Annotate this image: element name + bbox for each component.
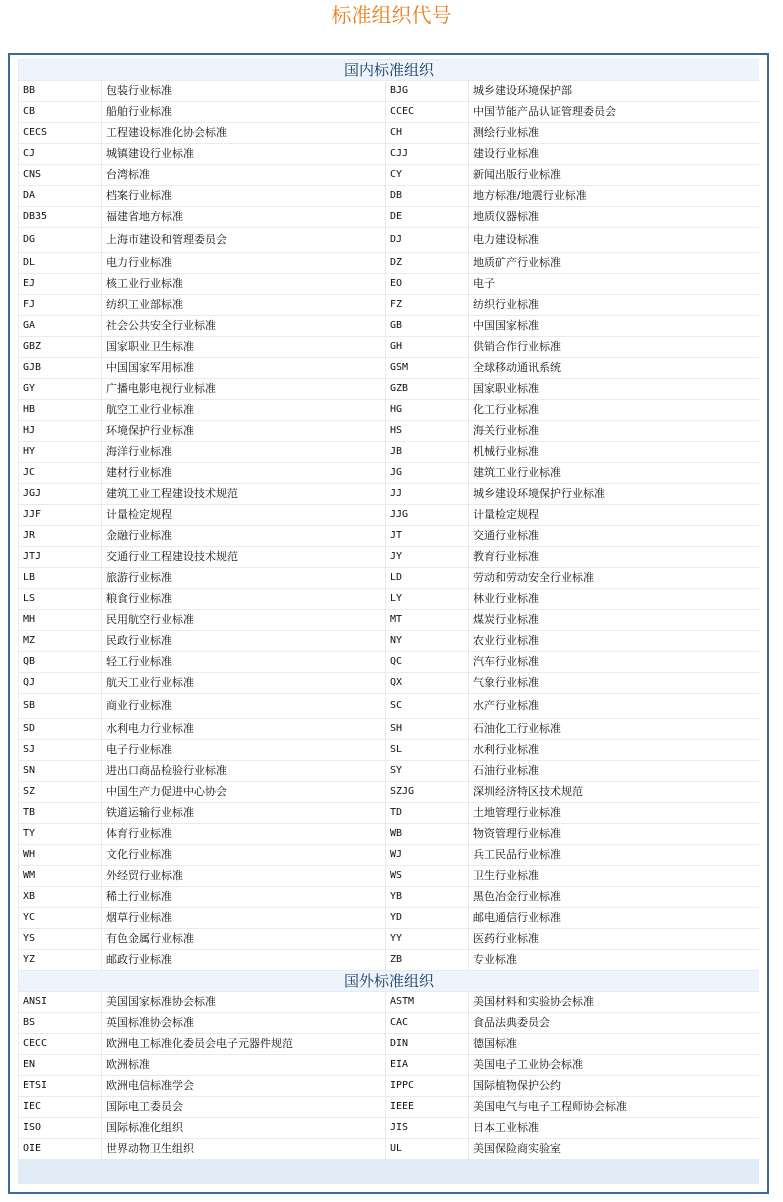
org-name-cell: 水利行业标准 bbox=[469, 740, 759, 760]
org-code-cell: JR bbox=[19, 526, 101, 546]
org-code-cell: GSM bbox=[386, 358, 468, 378]
org-name-cell: 美国保险商实验室 bbox=[469, 1139, 759, 1159]
table-row bbox=[19, 442, 759, 462]
org-name-cell: 福建省地方标准 bbox=[102, 207, 385, 227]
org-code-cell: GJB bbox=[19, 358, 101, 378]
org-code-cell: ISO bbox=[19, 1118, 101, 1138]
org-name-cell: 体育行业标准 bbox=[102, 824, 385, 844]
domestic-section-heading: 国内标准组织 bbox=[19, 60, 759, 80]
org-name-cell: 林业行业标准 bbox=[469, 589, 759, 609]
table-row bbox=[19, 929, 759, 949]
org-name-cell: 稀土行业标准 bbox=[102, 887, 385, 907]
org-name-cell: 交通行业标准 bbox=[469, 526, 759, 546]
org-name-cell: 船舶行业标准 bbox=[102, 102, 385, 122]
org-name-cell: 美国电气与电子工程师协会标准 bbox=[469, 1097, 759, 1117]
table-row bbox=[19, 1013, 759, 1033]
table-row bbox=[19, 803, 759, 823]
org-code-cell: YY bbox=[386, 929, 468, 949]
standards-table-container bbox=[18, 59, 759, 1184]
org-code-cell: HS bbox=[386, 421, 468, 441]
org-name-cell: 欧洲标准 bbox=[102, 1055, 385, 1075]
org-name-cell: 铁道运输行业标准 bbox=[102, 803, 385, 823]
table-row bbox=[19, 1118, 759, 1138]
org-name-cell: 中国国家标准 bbox=[469, 316, 759, 336]
org-code-cell: JJF bbox=[19, 505, 101, 525]
org-code-cell: TB bbox=[19, 803, 101, 823]
standards-frame bbox=[8, 53, 769, 1194]
org-code-cell: CCEC bbox=[386, 102, 468, 122]
table-row bbox=[19, 421, 759, 441]
org-code-cell: SY bbox=[386, 761, 468, 781]
table-row bbox=[19, 673, 759, 693]
org-code-cell: DIN bbox=[386, 1034, 468, 1054]
org-name-cell: 日本工业标准 bbox=[469, 1118, 759, 1138]
org-name-cell: 中国国家军用标准 bbox=[102, 358, 385, 378]
table-row bbox=[19, 740, 759, 760]
org-code-cell: EJ bbox=[19, 274, 101, 294]
org-code-cell: SD bbox=[19, 719, 101, 739]
org-name-cell: 兵工民品行业标准 bbox=[469, 845, 759, 865]
org-name-cell: 石油化工行业标准 bbox=[469, 719, 759, 739]
org-code-cell: NY bbox=[386, 631, 468, 651]
table-row bbox=[19, 358, 759, 378]
org-name-cell: 国家职业标准 bbox=[469, 379, 759, 399]
org-name-cell: 金融行业标准 bbox=[102, 526, 385, 546]
table-row bbox=[19, 719, 759, 739]
org-code-cell: CJ bbox=[19, 144, 101, 164]
org-name-cell: 水利电力行业标准 bbox=[102, 719, 385, 739]
org-name-cell: 气象行业标准 bbox=[469, 673, 759, 693]
org-code-cell: EIA bbox=[386, 1055, 468, 1075]
org-code-cell: DE bbox=[386, 207, 468, 227]
org-name-cell: 档案行业标准 bbox=[102, 186, 385, 206]
org-name-cell: 外经贸行业标准 bbox=[102, 866, 385, 886]
org-name-cell: 黑色冶金行业标准 bbox=[469, 887, 759, 907]
table-row bbox=[19, 144, 759, 164]
org-code-cell: QX bbox=[386, 673, 468, 693]
table-row bbox=[19, 228, 759, 252]
org-code-cell: SH bbox=[386, 719, 468, 739]
org-name-cell: 土地管理行业标准 bbox=[469, 803, 759, 823]
org-code-cell: IEEE bbox=[386, 1097, 468, 1117]
org-code-cell: ETSI bbox=[19, 1076, 101, 1096]
table-row bbox=[19, 463, 759, 483]
org-code-cell: CY bbox=[386, 165, 468, 185]
org-code-cell: EO bbox=[386, 274, 468, 294]
table-row bbox=[19, 908, 759, 928]
org-code-cell: WH bbox=[19, 845, 101, 865]
org-name-cell: 测绘行业标准 bbox=[469, 123, 759, 143]
org-name-cell: 美国电子工业协会标准 bbox=[469, 1055, 759, 1075]
org-name-cell: 食品法典委员会 bbox=[469, 1013, 759, 1033]
table-row bbox=[19, 1097, 759, 1117]
org-code-cell: SJ bbox=[19, 740, 101, 760]
org-code-cell: CH bbox=[386, 123, 468, 143]
org-name-cell: 城乡建设环境保护部 bbox=[469, 81, 759, 101]
org-code-cell: EN bbox=[19, 1055, 101, 1075]
org-code-cell: DA bbox=[19, 186, 101, 206]
org-name-cell: 建筑工业行业标准 bbox=[469, 463, 759, 483]
table-row bbox=[19, 610, 759, 630]
org-code-cell: OIE bbox=[19, 1139, 101, 1159]
org-code-cell: DJ bbox=[386, 228, 468, 252]
org-name-cell: 邮电通信行业标准 bbox=[469, 908, 759, 928]
org-code-cell: QC bbox=[386, 652, 468, 672]
org-code-cell: CAC bbox=[386, 1013, 468, 1033]
table-row bbox=[19, 694, 759, 718]
org-name-cell: 纺织工业部标准 bbox=[102, 295, 385, 315]
foreign-section-heading: 国外标准组织 bbox=[19, 971, 759, 991]
org-name-cell: 电子行业标准 bbox=[102, 740, 385, 760]
org-name-cell: 航天工业行业标准 bbox=[102, 673, 385, 693]
org-name-cell: 工程建设标准化协会标准 bbox=[102, 123, 385, 143]
org-code-cell: LD bbox=[386, 568, 468, 588]
org-code-cell: HJ bbox=[19, 421, 101, 441]
table-row bbox=[19, 165, 759, 185]
org-code-cell: BJG bbox=[386, 81, 468, 101]
table-row bbox=[19, 866, 759, 886]
table-row bbox=[19, 316, 759, 336]
org-code-cell: CB bbox=[19, 102, 101, 122]
org-name-cell: 台湾标准 bbox=[102, 165, 385, 185]
org-name-cell: 建材行业标准 bbox=[102, 463, 385, 483]
org-name-cell: 教育行业标准 bbox=[469, 547, 759, 567]
org-code-cell: SZ bbox=[19, 782, 101, 802]
table-row bbox=[19, 950, 759, 970]
org-name-cell: 中国节能产品认证管理委员会 bbox=[469, 102, 759, 122]
org-name-cell: 地方标准/地震行业标准 bbox=[469, 186, 759, 206]
org-name-cell: 物资管理行业标准 bbox=[469, 824, 759, 844]
org-name-cell: 计量检定规程 bbox=[469, 505, 759, 525]
table-row bbox=[19, 526, 759, 546]
table-row bbox=[19, 1076, 759, 1096]
org-name-cell: 海洋行业标准 bbox=[102, 442, 385, 462]
org-name-cell: 世界动物卫生组织 bbox=[102, 1139, 385, 1159]
org-code-cell: CJJ bbox=[386, 144, 468, 164]
org-name-cell: 广播电影电视行业标准 bbox=[102, 379, 385, 399]
org-code-cell: LB bbox=[19, 568, 101, 588]
org-code-cell: GA bbox=[19, 316, 101, 336]
org-code-cell: JJG bbox=[386, 505, 468, 525]
org-code-cell: XB bbox=[19, 887, 101, 907]
org-name-cell: 社会公共安全行业标准 bbox=[102, 316, 385, 336]
org-code-cell: WS bbox=[386, 866, 468, 886]
org-name-cell: 邮政行业标准 bbox=[102, 950, 385, 970]
table-row bbox=[19, 992, 759, 1012]
org-name-cell: 海关行业标准 bbox=[469, 421, 759, 441]
org-code-cell: JT bbox=[386, 526, 468, 546]
org-code-cell: DL bbox=[19, 253, 101, 273]
org-name-cell: 纺织行业标准 bbox=[469, 295, 759, 315]
standards-table-body bbox=[19, 60, 759, 1159]
org-name-cell: 国际植物保护公约 bbox=[469, 1076, 759, 1096]
org-name-cell: 专业标准 bbox=[469, 950, 759, 970]
table-row bbox=[19, 1055, 759, 1075]
org-name-cell: 医药行业标准 bbox=[469, 929, 759, 949]
org-code-cell: GB bbox=[386, 316, 468, 336]
org-name-cell: 进出口商品检验行业标准 bbox=[102, 761, 385, 781]
page-title: 标准组织代号 bbox=[331, 3, 452, 27]
org-name-cell: 建设行业标准 bbox=[469, 144, 759, 164]
org-name-cell: 电力建设标准 bbox=[469, 228, 759, 252]
org-name-cell: 全球移动通讯系统 bbox=[469, 358, 759, 378]
org-code-cell: WB bbox=[386, 824, 468, 844]
org-name-cell: 卫生行业标准 bbox=[469, 866, 759, 886]
org-name-cell: 机械行业标准 bbox=[469, 442, 759, 462]
table-row bbox=[19, 207, 759, 227]
org-name-cell: 航空工业行业标准 bbox=[102, 400, 385, 420]
org-name-cell: 美国材料和实验协会标准 bbox=[469, 992, 759, 1012]
org-code-cell: TY bbox=[19, 824, 101, 844]
table-row bbox=[19, 337, 759, 357]
standards-table bbox=[18, 59, 760, 1160]
org-name-cell: 交通行业工程建设技术规范 bbox=[102, 547, 385, 567]
org-name-cell: 文化行业标准 bbox=[102, 845, 385, 865]
org-code-cell: SC bbox=[386, 694, 468, 718]
org-code-cell: SL bbox=[386, 740, 468, 760]
org-code-cell: HG bbox=[386, 400, 468, 420]
org-code-cell: CECS bbox=[19, 123, 101, 143]
table-row bbox=[19, 1139, 759, 1159]
org-code-cell: WJ bbox=[386, 845, 468, 865]
org-code-cell: DG bbox=[19, 228, 101, 252]
table-row bbox=[19, 102, 759, 122]
org-code-cell: MZ bbox=[19, 631, 101, 651]
table-row bbox=[19, 845, 759, 865]
org-code-cell: MH bbox=[19, 610, 101, 630]
org-name-cell: 农业行业标准 bbox=[469, 631, 759, 651]
org-name-cell: 上海市建设和管理委员会 bbox=[102, 228, 385, 252]
org-code-cell: JG bbox=[386, 463, 468, 483]
org-code-cell: DB bbox=[386, 186, 468, 206]
table-row bbox=[19, 652, 759, 672]
org-name-cell: 城镇建设行业标准 bbox=[102, 144, 385, 164]
org-code-cell: QJ bbox=[19, 673, 101, 693]
org-code-cell: WM bbox=[19, 866, 101, 886]
org-code-cell: TD bbox=[386, 803, 468, 823]
table-row bbox=[19, 631, 759, 651]
table-row bbox=[19, 568, 759, 588]
org-code-cell: YS bbox=[19, 929, 101, 949]
org-name-cell: 水产行业标准 bbox=[469, 694, 759, 718]
org-name-cell: 电子 bbox=[469, 274, 759, 294]
org-code-cell: YC bbox=[19, 908, 101, 928]
table-row bbox=[19, 274, 759, 294]
org-name-cell: 粮食行业标准 bbox=[102, 589, 385, 609]
org-code-cell: ANSI bbox=[19, 992, 101, 1012]
section-heading-row bbox=[19, 60, 759, 80]
org-name-cell: 包装行业标准 bbox=[102, 81, 385, 101]
org-name-cell: 中国生产力促进中心协会 bbox=[102, 782, 385, 802]
org-name-cell: 轻工行业标准 bbox=[102, 652, 385, 672]
table-row bbox=[19, 253, 759, 273]
table-row bbox=[19, 887, 759, 907]
org-code-cell: DZ bbox=[386, 253, 468, 273]
org-name-cell: 美国国家标准协会标准 bbox=[102, 992, 385, 1012]
org-code-cell: YB bbox=[386, 887, 468, 907]
org-name-cell: 德国标准 bbox=[469, 1034, 759, 1054]
org-name-cell: 英国标准协会标准 bbox=[102, 1013, 385, 1033]
table-row bbox=[19, 782, 759, 802]
org-code-cell: IPPC bbox=[386, 1076, 468, 1096]
org-code-cell: JGJ bbox=[19, 484, 101, 504]
org-code-cell: LY bbox=[386, 589, 468, 609]
org-name-cell: 化工行业标准 bbox=[469, 400, 759, 420]
org-name-cell: 欧洲电工标准化委员会电子元器件规范 bbox=[102, 1034, 385, 1054]
org-name-cell: 国际标准化组织 bbox=[102, 1118, 385, 1138]
org-name-cell: 劳动和劳动安全行业标准 bbox=[469, 568, 759, 588]
org-code-cell: JB bbox=[386, 442, 468, 462]
org-code-cell: FZ bbox=[386, 295, 468, 315]
org-name-cell: 商业行业标准 bbox=[102, 694, 385, 718]
org-code-cell: FJ bbox=[19, 295, 101, 315]
org-code-cell: JC bbox=[19, 463, 101, 483]
org-name-cell: 建筑工业工程建设技术规范 bbox=[102, 484, 385, 504]
org-name-cell: 环境保护行业标准 bbox=[102, 421, 385, 441]
org-code-cell: JIS bbox=[386, 1118, 468, 1138]
org-code-cell: DB35 bbox=[19, 207, 101, 227]
org-code-cell: ASTM bbox=[386, 992, 468, 1012]
org-name-cell: 国际电工委员会 bbox=[102, 1097, 385, 1117]
org-name-cell: 石油行业标准 bbox=[469, 761, 759, 781]
org-code-cell: SN bbox=[19, 761, 101, 781]
table-row bbox=[19, 1034, 759, 1054]
table-row bbox=[19, 505, 759, 525]
org-name-cell: 地质仪器标准 bbox=[469, 207, 759, 227]
org-code-cell: BS bbox=[19, 1013, 101, 1033]
org-code-cell: QB bbox=[19, 652, 101, 672]
org-name-cell: 国家职业卫生标准 bbox=[102, 337, 385, 357]
org-code-cell: JJ bbox=[386, 484, 468, 504]
org-name-cell: 地质矿产行业标准 bbox=[469, 253, 759, 273]
org-code-cell: YD bbox=[386, 908, 468, 928]
org-code-cell: SB bbox=[19, 694, 101, 718]
section-heading-row bbox=[19, 971, 759, 991]
table-row bbox=[19, 761, 759, 781]
org-name-cell: 计量检定规程 bbox=[102, 505, 385, 525]
org-code-cell: GY bbox=[19, 379, 101, 399]
org-name-cell: 汽车行业标准 bbox=[469, 652, 759, 672]
table-row bbox=[19, 484, 759, 504]
org-code-cell: BB bbox=[19, 81, 101, 101]
org-code-cell: HY bbox=[19, 442, 101, 462]
org-code-cell: UL bbox=[386, 1139, 468, 1159]
org-code-cell: JTJ bbox=[19, 547, 101, 567]
org-code-cell: LS bbox=[19, 589, 101, 609]
org-name-cell: 新闻出版行业标准 bbox=[469, 165, 759, 185]
table-row bbox=[19, 295, 759, 315]
org-code-cell: GH bbox=[386, 337, 468, 357]
org-code-cell: IEC bbox=[19, 1097, 101, 1117]
org-name-cell: 供销合作行业标准 bbox=[469, 337, 759, 357]
org-code-cell: GZB bbox=[386, 379, 468, 399]
org-code-cell: HB bbox=[19, 400, 101, 420]
org-name-cell: 烟草行业标准 bbox=[102, 908, 385, 928]
table-row bbox=[19, 589, 759, 609]
org-code-cell: CNS bbox=[19, 165, 101, 185]
org-name-cell: 煤炭行业标准 bbox=[469, 610, 759, 630]
table-row bbox=[19, 400, 759, 420]
org-name-cell: 有色金属行业标准 bbox=[102, 929, 385, 949]
org-code-cell: ZB bbox=[386, 950, 468, 970]
table-row bbox=[19, 186, 759, 206]
org-code-cell: JY bbox=[386, 547, 468, 567]
table-row bbox=[19, 824, 759, 844]
table-row bbox=[19, 81, 759, 101]
org-code-cell: SZJG bbox=[386, 782, 468, 802]
table-row bbox=[19, 547, 759, 567]
org-name-cell: 深圳经济特区技术规范 bbox=[469, 782, 759, 802]
org-name-cell: 欧洲电信标准学会 bbox=[102, 1076, 385, 1096]
table-row bbox=[19, 379, 759, 399]
org-name-cell: 电力行业标准 bbox=[102, 253, 385, 273]
org-name-cell: 核工业行业标准 bbox=[102, 274, 385, 294]
table-row bbox=[19, 123, 759, 143]
org-code-cell: CECC bbox=[19, 1034, 101, 1054]
org-name-cell: 民用航空行业标准 bbox=[102, 610, 385, 630]
org-code-cell: MT bbox=[386, 610, 468, 630]
org-code-cell: YZ bbox=[19, 950, 101, 970]
org-name-cell: 城乡建设环境保护行业标准 bbox=[469, 484, 759, 504]
org-name-cell: 民政行业标准 bbox=[102, 631, 385, 651]
org-code-cell: GBZ bbox=[19, 337, 101, 357]
org-name-cell: 旅游行业标准 bbox=[102, 568, 385, 588]
